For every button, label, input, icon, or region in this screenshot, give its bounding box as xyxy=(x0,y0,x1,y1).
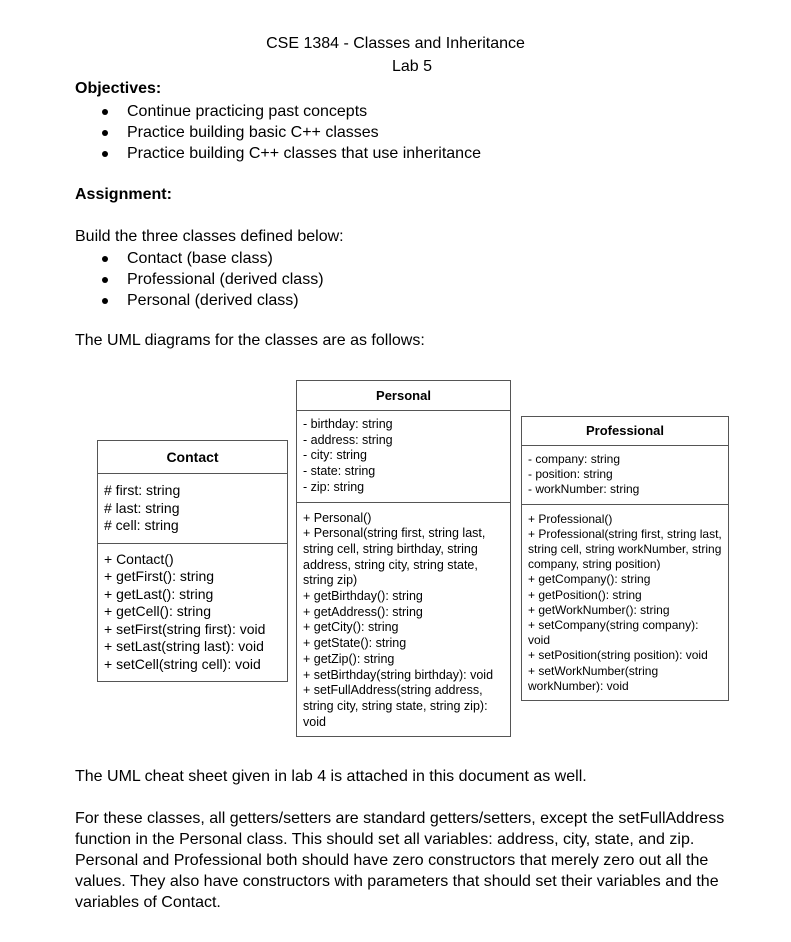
uml-method: + setPosition(string position): void xyxy=(528,648,708,663)
assignment-heading: Assignment: xyxy=(75,186,172,203)
uml-method: + setBirthday(string birthday): void xyxy=(303,667,494,682)
uml-method: + getState(): string xyxy=(303,636,407,651)
uml-method: + Personal(string first, string last, string cell, string birthday, string address, string city, string state, string zip) xyxy=(303,526,489,588)
uml-professional-attributes xyxy=(522,446,728,505)
uml-personal-name: Personal xyxy=(297,381,510,411)
objective-item: Practice building C++ classes that use inheritance xyxy=(75,143,481,164)
uml-attribute: - zip: string xyxy=(303,479,365,494)
uml-method: + getCity(): string xyxy=(303,620,399,635)
uml-attribute: - company: string xyxy=(528,452,621,466)
uml-method: + getFirst(): string xyxy=(104,568,215,584)
classes-list xyxy=(75,248,324,311)
uml-personal-methods xyxy=(297,503,510,737)
uml-attribute: # first: string xyxy=(104,482,181,498)
uml-attribute: # last: string xyxy=(104,499,180,516)
uml-method: + getLast(): string xyxy=(104,585,214,602)
objective-item: Continue practicing past concepts xyxy=(75,101,481,122)
uml-method: + getPosition(): string xyxy=(528,587,642,602)
page-title: CSE 1384 - Classes and Inheritance xyxy=(266,35,525,52)
uml-method: + getCompany(): string xyxy=(528,572,651,587)
description-paragraph: For these classes, all getters/setters are standard getters/setters, except the setFullAddress function in the Personal class. This should set all variables: address, city, state, and zip. Personal and Professional both should have zero constructors that merely zero out all the values. They also have constructors with parameters that should set their variables and the variables of Contact. xyxy=(75,810,725,911)
uml-method: + setWorkNumber(string workNumber): void xyxy=(528,663,662,693)
uml-method: + Personal() xyxy=(303,510,372,525)
objectives-heading: Objectives: xyxy=(75,80,162,97)
class-item: Contact (base class) xyxy=(75,248,324,269)
uml-professional-box xyxy=(521,416,729,701)
uml-method: + getCell(): string xyxy=(104,603,211,619)
uml-method: + setCompany(string company): void xyxy=(528,618,702,648)
uml-attribute: - position: string xyxy=(528,467,613,482)
uml-intro: The UML diagrams for the classes are as follows: xyxy=(75,332,425,349)
uml-method: + getZip(): string xyxy=(303,651,395,666)
uml-method: + Professional(string first, string last, string cell, string workNumber, string company, string position) xyxy=(528,526,726,572)
uml-method: + getBirthday(): string xyxy=(303,589,423,604)
uml-method: + setCell(string cell): void xyxy=(104,655,261,672)
uml-method: + getAddress(): string xyxy=(303,604,423,619)
uml-contact-name: Contact xyxy=(98,441,287,474)
objectives-list xyxy=(75,101,481,164)
uml-contact-methods xyxy=(98,544,287,682)
objective-item: Practice building basic C++ classes xyxy=(75,122,481,143)
uml-attribute: - workNumber: string xyxy=(528,482,640,497)
uml-method: + setFullAddress(string address, string city, string state, string zip): void xyxy=(303,683,492,729)
uml-attribute: - address: string xyxy=(303,432,393,447)
class-item: Professional (derived class) xyxy=(75,269,324,290)
uml-method: + Contact() xyxy=(104,550,174,567)
uml-method: + Professional() xyxy=(528,511,613,526)
uml-attribute: - city: string xyxy=(303,448,367,463)
uml-method: + setFirst(string first): void xyxy=(104,620,266,637)
cheat-sheet-note: The UML cheat sheet given in lab 4 is attached in this document as well. xyxy=(75,768,587,785)
class-item: Personal (derived class) xyxy=(75,290,324,311)
uml-personal-box xyxy=(296,380,511,737)
uml-personal-attributes xyxy=(297,411,510,503)
uml-contact-box xyxy=(97,440,288,682)
uml-method: + setLast(string last): void xyxy=(104,638,264,654)
uml-attribute: - state: string xyxy=(303,464,376,479)
uml-method: + getWorkNumber(): string xyxy=(528,602,670,617)
uml-attribute: - birthday: string xyxy=(303,417,393,431)
page-subtitle: Lab 5 xyxy=(392,58,433,75)
uml-professional-methods xyxy=(522,505,728,700)
assignment-intro: Build the three classes defined below: xyxy=(75,228,344,245)
uml-contact-attributes xyxy=(98,474,287,544)
uml-professional-name: Professional xyxy=(522,417,728,446)
uml-attribute: # cell: string xyxy=(104,517,179,533)
